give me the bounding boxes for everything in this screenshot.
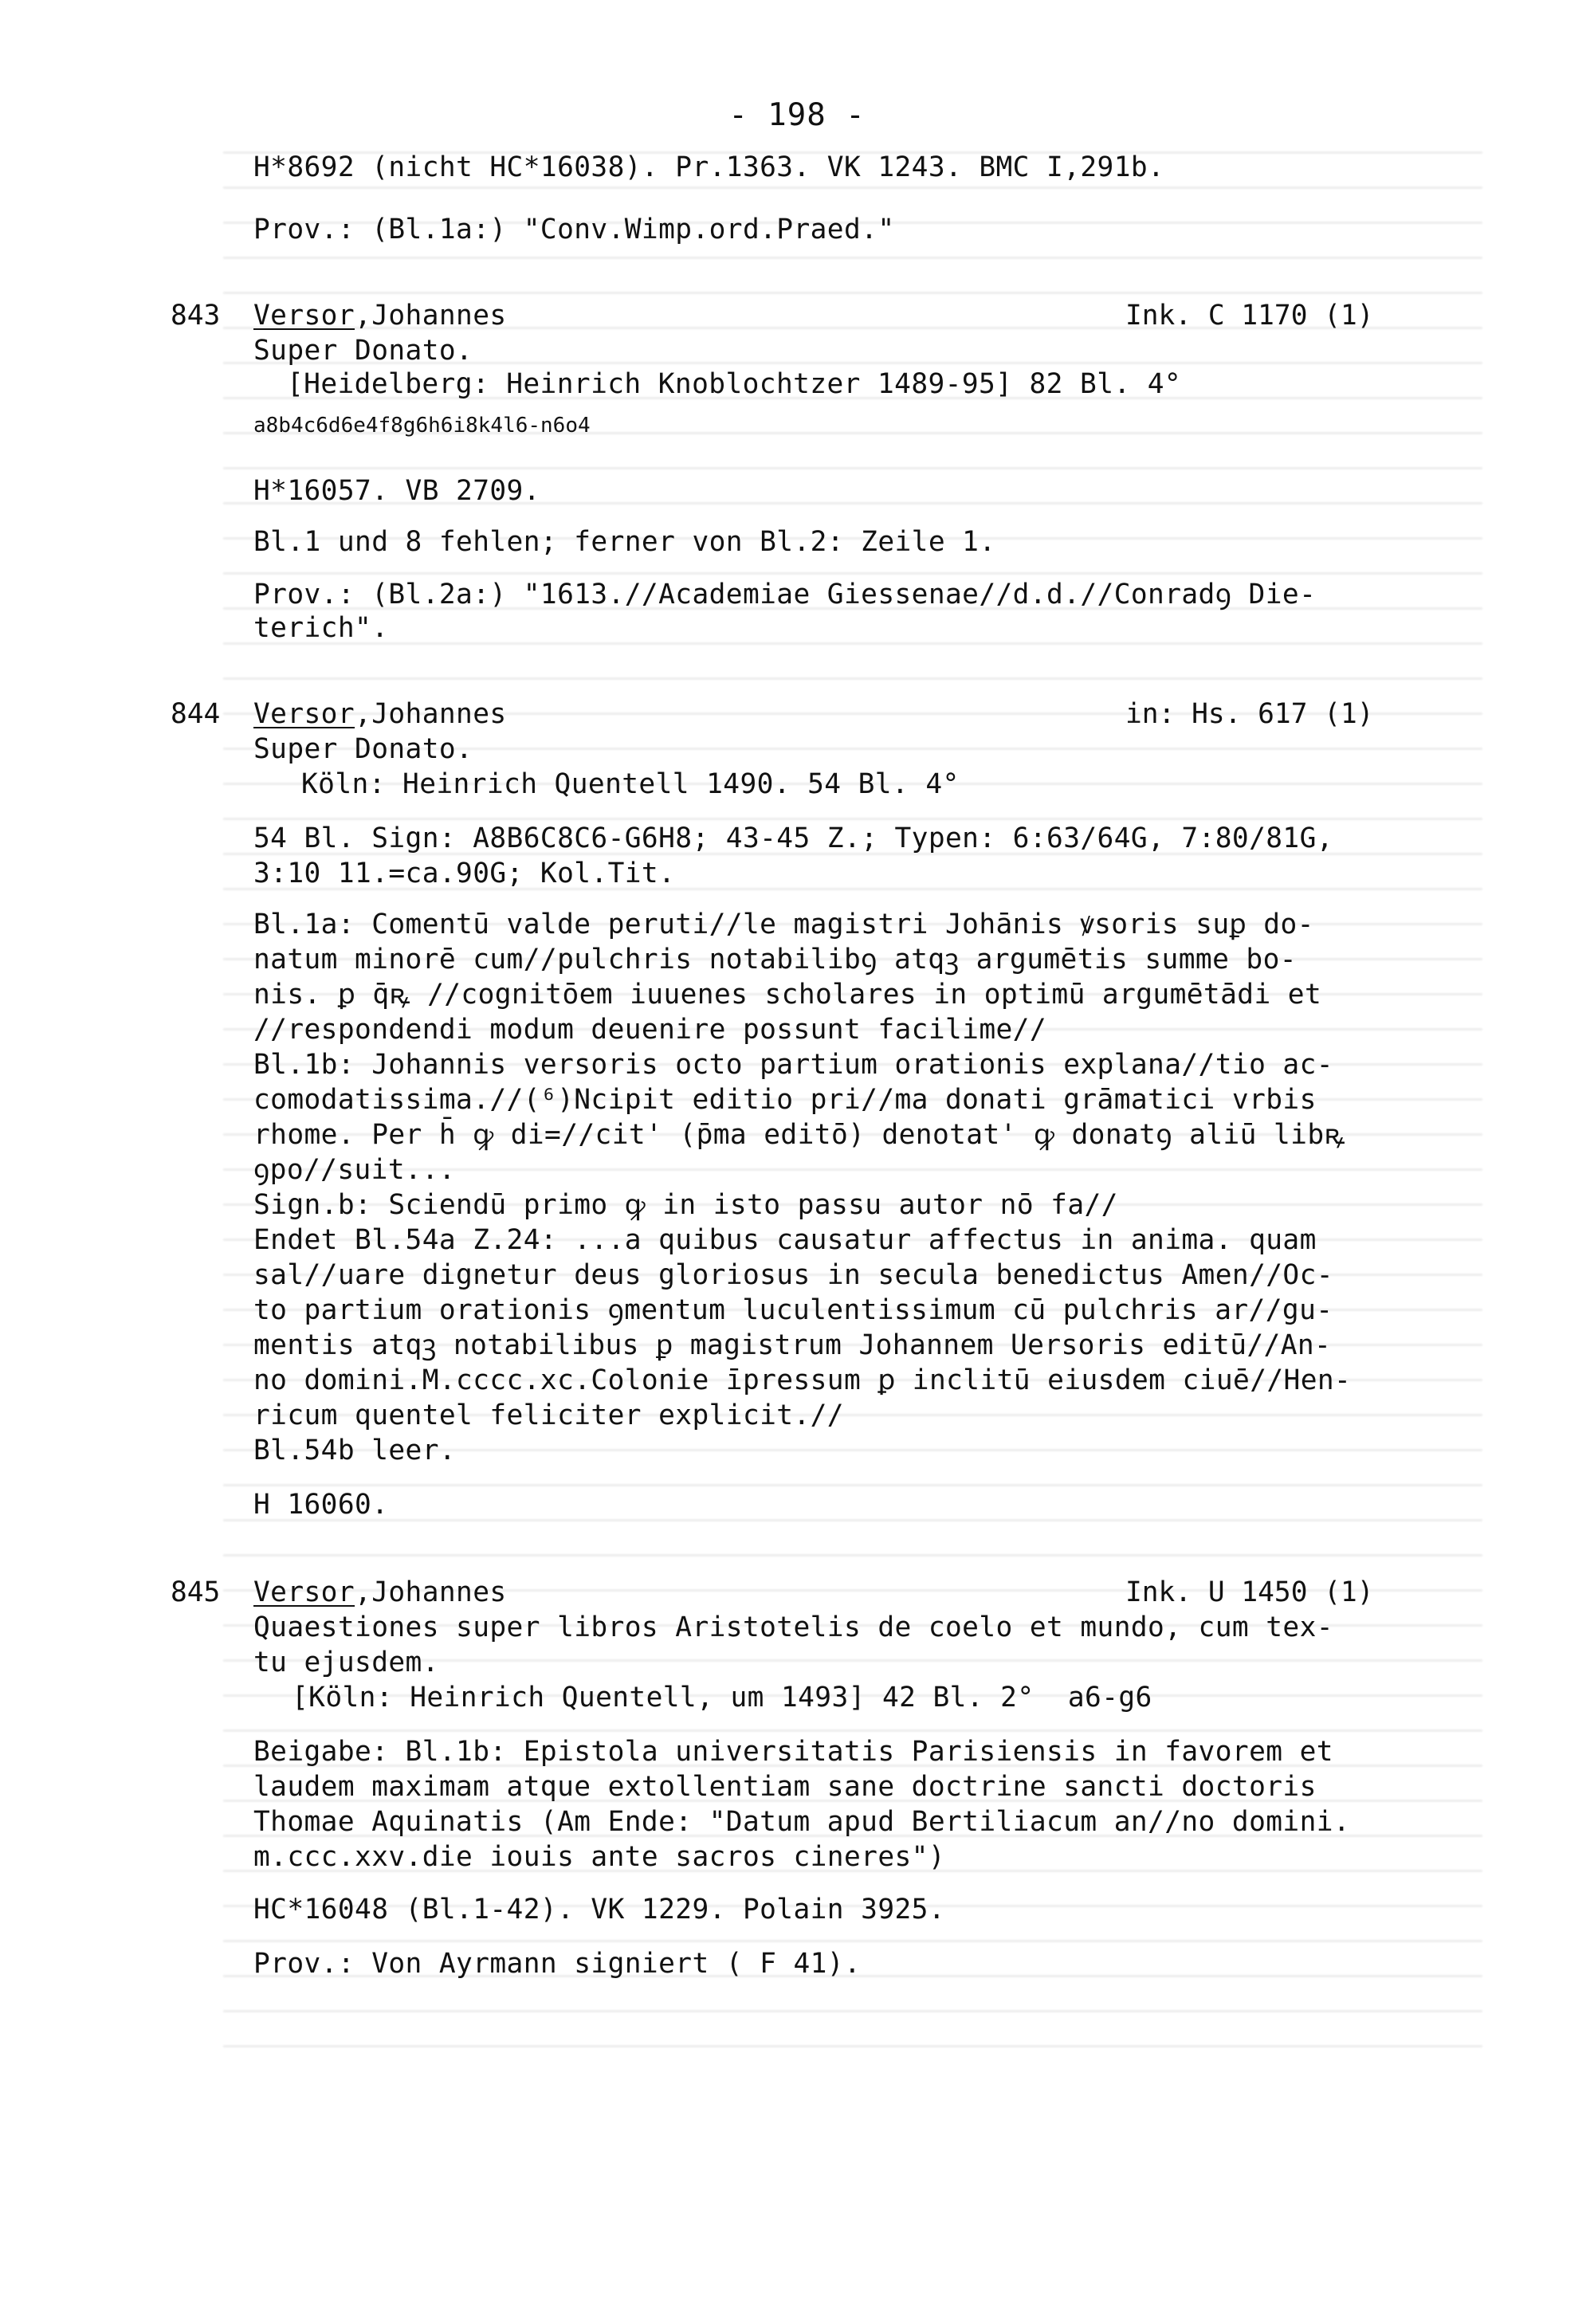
page-number: - 198 - [728, 97, 866, 133]
incipit-line: Endet Bl.54a Z.24: ...a quibus causatur affectus in anima. quam [253, 1224, 1317, 1256]
references: H*16057. VB 2709. [253, 475, 540, 507]
provenance-line: Prov.: (Bl.2a:) "1613.//Academiae Giessenae//d.d.//Conradꝯ Die- [253, 579, 1317, 610]
continuation-references: H*8692 (nicht HC*16038). Pr.1363. VK 1243. BMC I,291b. [253, 151, 1165, 183]
note: Bl.1 und 8 fehlen; ferner von Bl.2: Zeile 1. [253, 526, 996, 558]
author-forename: ,Johannes [355, 698, 507, 730]
signature-formula: a8b4c6d6e4f8g6h6i8k4l6-n6o4 [253, 414, 591, 438]
author-forename: ,Johannes [355, 1576, 507, 1608]
shelfmark: in: Hs. 617 (1) [1125, 698, 1374, 730]
incipit-line: ricum quentel feliciter explicit.// [253, 1400, 844, 1431]
entry-number: 843 [171, 300, 221, 332]
incipit-line: to partium orationis ꝯmentum luculentissimum cū pulchris ar//gu- [253, 1294, 1333, 1326]
incipit-line: Bl.54b leer. [253, 1435, 457, 1466]
entry-title: Super Donato. [253, 335, 473, 367]
entry-title: Super Donato. [253, 733, 473, 765]
references: HC*16048 (Bl.1-42). VK 1229. Polain 3925. [253, 1894, 946, 1926]
incipit-line: mentis atqꝫ notabilibus ꝑ magistrum Johannem Uersoris editū//An- [253, 1329, 1332, 1361]
incipit-line: natum minorē cum//pulchris notabilibꝯ atqꝫ argumētis summe bo- [253, 944, 1297, 976]
entry-number: 845 [171, 1576, 221, 1608]
author-forename: ,Johannes [355, 300, 507, 332]
collation-line: 54 Bl. Sign: A8B6C8C6-G6H8; 43-45 Z.; Typen: 6:63/64G, 7:80/81G, [253, 822, 1333, 854]
imprint: [Heidelberg: Heinrich Knoblochtzer 1489-95] 82 Bl. 4° [287, 368, 1182, 400]
author-surname: Versor [253, 300, 355, 332]
beigabe-line: m.ccc.xxv.die iouis ante sacros cineres") [253, 1841, 946, 1873]
provenance-line: Prov.: Von Ayrmann signiert ( F 41). [253, 1948, 862, 1980]
incipit-line: rhome. Per h̄ ꝙ di=//cit' (p̄ma editō) denotat' ꝙ donatꝯ aliū libꝶ [253, 1119, 1345, 1151]
incipit-line: //respondendi modum deuenire possunt facilime// [253, 1014, 1047, 1046]
entry-number: 844 [171, 698, 221, 730]
provenance-line: terich". [253, 612, 389, 644]
incipit-line: nis. ꝑ q̄ꝶ //cognitōem iuuenes scholares in optimū argumētādi et [253, 979, 1322, 1011]
incipit-line: no domini.M.cccc.xc.Colonie īpressum ꝑ inclitū eiusdem ciuē//Hen- [253, 1364, 1352, 1396]
collation-line: 3:10 11.=ca.90G; Kol.Tit. [253, 858, 676, 889]
shelfmark: Ink. C 1170 (1) [1125, 300, 1374, 332]
incipit-line: Bl.1b: Johannis versoris octo partium orationis explana//tio ac- [253, 1049, 1333, 1081]
incipit-line: sal//uare dignetur deus gloriosus in secula benedictus Amen//Oc- [253, 1259, 1333, 1291]
imprint: Köln: Heinrich Quentell 1490. 54 Bl. 4° [301, 768, 960, 800]
references: H 16060. [253, 1489, 389, 1521]
incipit-line: ꝯpo//suit... [253, 1154, 456, 1186]
incipit-line: comodatissima.//(⁶)Ncipit editio pri//ma donati grāmatici vrbis [253, 1084, 1317, 1116]
author-surname: Versor [253, 1576, 355, 1608]
beigabe-line: Thomae Aquinatis (Am Ende: "Datum apud Bertiliacum an//no domini. [253, 1806, 1351, 1838]
imprint: [Köln: Heinrich Quentell, um 1493] 42 Bl. 2° a6-g6 [292, 1682, 1152, 1714]
continuation-provenance: Prov.: (Bl.1a:) "Conv.Wimp.ord.Praed." [253, 214, 895, 245]
entry-title-line: Quaestiones super libros Aristotelis de coelo et mundo, cum tex- [253, 1611, 1333, 1643]
incipit-line: Bl.1a: Comentū valde peruti//le magistri Johānis ꝟsoris suꝑ do- [253, 909, 1314, 940]
shelfmark: Ink. U 1450 (1) [1125, 1576, 1374, 1608]
incipit-line: Sign.b: Sciendū primo ꝙ in isto passu autor nō fa// [253, 1189, 1118, 1221]
author-surname: Versor [253, 698, 355, 730]
beigabe-line: laudem maximam atque extollentiam sane doctrine sancti doctoris [253, 1771, 1317, 1803]
beigabe-line: Beigabe: Bl.1b: Epistola universitatis Parisiensis in favorem et [253, 1736, 1333, 1768]
entry-title-line: tu ejusdem. [253, 1647, 439, 1678]
